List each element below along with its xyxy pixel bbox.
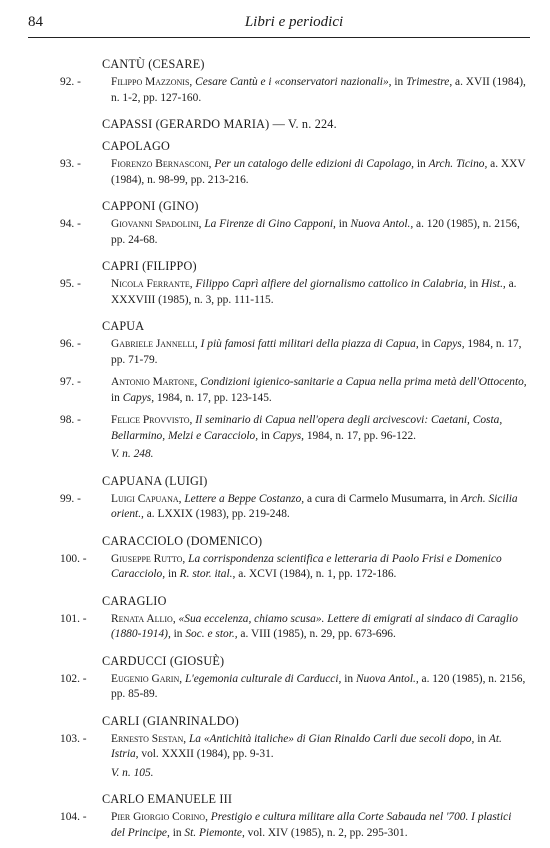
entry-details: 1984, n. 17, pp. 96-122. <box>304 429 417 442</box>
entry-number: 95. - <box>60 278 81 290</box>
entry-title: Trimestre, <box>406 76 453 88</box>
entry-title: R. stor. ital., <box>179 568 236 580</box>
bibliography-entry <box>60 672 528 703</box>
entry-citation <box>111 810 528 841</box>
entry-number: 92. - <box>60 76 81 88</box>
entry-title: At. Istria, <box>111 732 502 760</box>
entry-details: in <box>170 628 186 640</box>
entry-citation <box>111 492 528 523</box>
bibliography-entry <box>60 337 528 368</box>
entry-number: 102. - <box>60 672 87 685</box>
entry-number: 103. - <box>60 732 87 745</box>
entry-number: 93. - <box>60 158 81 170</box>
entry-title: Filippo Caprì alfiere del giornalismo cattolico in Calabria, <box>195 278 467 290</box>
bibliography-entry <box>60 810 528 841</box>
entry-title: Nuova Antol., <box>350 218 414 230</box>
entry-details: in <box>474 732 489 745</box>
entry-details: vol. XIV (1985), n. 2, pp. 295-301. <box>244 826 408 839</box>
entry-title: Cesare Cantù e i «conservatori nazionali», <box>195 76 392 88</box>
bibliography-entry <box>60 157 528 188</box>
entry-details: vol. XXXII (1984), pp. 9-31. <box>138 748 274 760</box>
entry-title: La «Antichità italiche» di Gian Rinaldo Carli due secoli dopo, <box>188 732 475 745</box>
entry-title: Nuova Antol., <box>355 672 419 685</box>
section-heading: CAPOLAGO <box>102 139 170 153</box>
page-header <box>28 14 530 36</box>
entry-details: in <box>258 429 273 442</box>
section-heading: CARACCIOLO (DOMENICO) <box>102 533 263 548</box>
entry-citation <box>111 732 528 763</box>
entry-number: 104. - <box>60 811 87 823</box>
bibliography-entry <box>60 375 528 406</box>
entry-number: 100. - <box>60 552 87 565</box>
bibliography-entry <box>60 413 528 463</box>
entry-citation <box>111 375 528 406</box>
entry-title: Condizioni igienico-sanitarie a Capua nella prima metà dell'Ottocento, <box>200 376 527 388</box>
entry-citation <box>111 612 528 643</box>
cross-reference <box>111 447 528 463</box>
section-heading: CARAGLIO <box>102 593 167 608</box>
bibliography-entry <box>60 732 528 782</box>
entry-title: Capys, <box>433 338 465 350</box>
entry-details: in <box>391 76 407 88</box>
entry-details: in <box>414 158 429 170</box>
page-number: 84 <box>28 14 43 30</box>
bibliography-entry <box>60 492 528 523</box>
entry-citation <box>111 672 528 703</box>
entry-author: Filippo Mazzonis, <box>111 76 193 88</box>
section-heading: CAPASSI (GERARDO MARIA) — V. n. 224. <box>102 117 337 131</box>
entry-title: Hist., <box>481 278 506 290</box>
bibliography-entry <box>60 612 528 643</box>
entry-author: Giuseppe Rutto, <box>111 552 186 565</box>
cross-reference-text: V. n. 248. <box>111 448 154 460</box>
entry-details: a. XXV (1984), n. 98-99, pp. 213-216. <box>111 158 526 186</box>
entry-author: Antonio Martone, <box>111 376 198 388</box>
entry-details: a. XVII (1984), n. 1-2, pp. 127-160. <box>111 76 526 104</box>
entry-title: Arch. Ticino, <box>428 158 488 170</box>
running-title: Libri e periodici <box>244 14 344 30</box>
entry-citation <box>111 413 528 444</box>
section-heading: CAPPONI (GINO) <box>102 199 199 213</box>
header-rule <box>28 37 530 38</box>
entry-title: «Sua eccelenza, chiamo scusa». Lettere di emigrati al sindaco di Caraglio (1880-1914), <box>111 612 518 640</box>
entry-title: Capys, <box>272 429 304 442</box>
entry-citation <box>111 217 528 248</box>
entry-author: Gabriele Jannelli, <box>111 338 198 350</box>
entry-author: Nicola Ferrante, <box>111 278 193 290</box>
entry-author: Ernesto Sestan, <box>111 732 187 745</box>
entry-number: 96. - <box>60 338 81 350</box>
entry-title: St. Piemonte, <box>184 826 245 839</box>
entry-title: Per un catalogo delle edizioni di Capolago, <box>214 158 415 170</box>
cross-reference <box>111 766 528 782</box>
entry-details: a. VIII (1985), n. 29, pp. 673-696. <box>237 628 396 640</box>
entry-number: 97. - <box>60 376 81 388</box>
bibliography-entry <box>60 217 528 248</box>
entry-details: a. LXXIX (1983), pp. 219-248. <box>143 508 290 520</box>
entry-details: in <box>418 338 434 350</box>
section-heading: CAPUANA (LUIGI) <box>102 473 208 488</box>
section-heading: CARLO EMANUELE III <box>102 792 233 806</box>
entry-title: Prestigio e cultura militare alla Corte Sabauda nel '700. I plastici del Principe, <box>111 811 512 839</box>
entry-author: Luigi Capuana, <box>111 492 182 505</box>
section-heading: CAPUA <box>102 319 145 333</box>
entry-details: 1984, n. 17, pp. 71-79. <box>111 338 522 366</box>
entry-details: in <box>341 672 356 685</box>
bibliography-entry <box>60 277 528 308</box>
entry-details: 1984, n. 17, pp. 123-145. <box>154 391 272 404</box>
section-heading: CAPRI (FILIPPO) <box>102 259 197 273</box>
entry-title: La Firenze di Gino Capponi, <box>204 218 336 230</box>
entry-details: in <box>335 218 351 230</box>
entry-citation <box>111 337 528 368</box>
entry-details: a. XXXVIII (1985), n. 3, pp. 111-115. <box>111 278 517 306</box>
entry-title: Lettere a Beppe Costanzo, <box>184 492 305 505</box>
entry-citation <box>111 75 528 106</box>
entry-details: in <box>111 391 123 404</box>
entry-title: La corrispondenza scientifica e letteraria di Paolo Frisi e Domenico Caracciolo, <box>111 552 502 580</box>
entry-author: Pier Giorgio Corino, <box>111 811 208 823</box>
entry-citation <box>111 157 528 188</box>
bibliography-entry <box>60 552 528 583</box>
entry-number: 94. - <box>60 218 81 230</box>
entry-citation <box>111 277 528 308</box>
entry-author: Felice Provvisto, <box>111 414 193 426</box>
entry-title: Soc. e stor., <box>185 628 238 640</box>
entry-details: in <box>169 826 185 839</box>
bibliography-list <box>60 53 528 848</box>
entry-details: a cura di Carmelo Musumarra, in <box>304 492 462 505</box>
entry-author: Renata Allio, <box>111 612 176 625</box>
entry-number: 99. - <box>60 492 81 505</box>
entry-title: L'egemonia culturale di Carducci, <box>184 672 342 685</box>
section-heading: CARDUCCI (GIOSUÈ) <box>102 653 225 668</box>
bibliography-entry <box>60 75 528 106</box>
entry-author: Eugenio Garin, <box>111 672 183 685</box>
entry-details: a. 120 (1985), n. 2156, pp. 24-68. <box>111 218 520 246</box>
entry-details: in <box>466 278 482 290</box>
entry-details: a. XCVI (1984), n. 1, pp. 172-186. <box>235 568 397 580</box>
entry-details: in <box>165 568 180 580</box>
entry-title: Il seminario di Capua nell'opera degli arcivescovi: Caetani, Costa, Bellarmino, Melzi e Caracciolo, <box>111 414 503 442</box>
entry-number: 98. - <box>60 414 81 426</box>
entry-title: I più famosi fatti militari della piazza di Capua, <box>200 338 419 350</box>
section-heading: CARLI (GIANRINALDO) <box>102 713 239 728</box>
entry-author: Giovanni Spadolini, <box>111 218 202 230</box>
entry-title: Arch. Sicilia orient., <box>111 492 518 520</box>
entry-citation <box>111 552 528 583</box>
cross-reference-text: V. n. 105. <box>111 766 154 779</box>
section-heading: CANTÙ (CESARE) <box>102 57 205 71</box>
entry-title: Capys, <box>122 391 155 404</box>
entry-details: a. 120 (1985), n. 2156, pp. 85-89. <box>111 672 526 700</box>
entry-author: Fiorenzo Bernasconi, <box>111 158 212 170</box>
entry-number: 101. - <box>60 612 87 625</box>
